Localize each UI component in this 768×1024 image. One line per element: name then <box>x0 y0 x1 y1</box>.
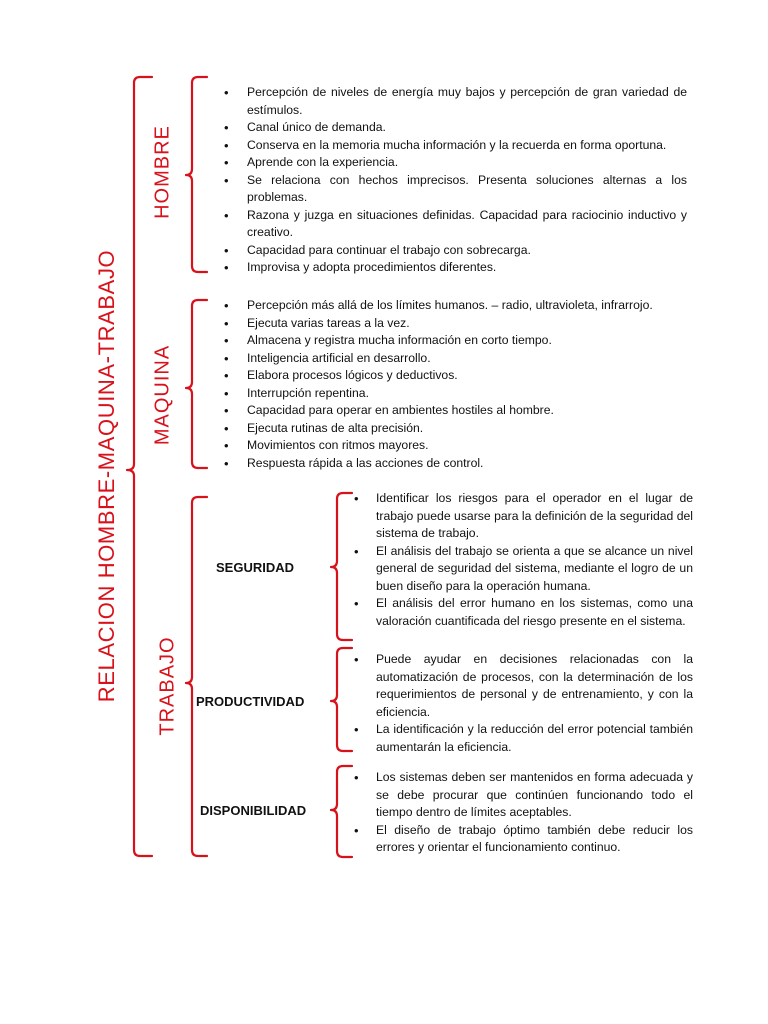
list-item: • Los sistemas deben ser mantenidos en forma adecuada y se debe procurar que continúen funcionando todo el tiempo dentro de límites aceptables. <box>342 769 693 822</box>
list-item: • Almacena y registra mucha información en corto tiempo. <box>219 332 695 350</box>
list-item: • Inteligencia artificial en desarrollo. <box>219 350 695 368</box>
subsection-title-seguridad: SEGURIDAD <box>216 560 295 575</box>
main-title: RELACION HOMBRE-MAQUINA-TRABAJO <box>94 249 119 703</box>
section-title-maquina: MAQUINA <box>151 344 174 446</box>
maquina-list <box>219 297 695 472</box>
list-item: • Movimientos con ritmos mayores. <box>219 437 695 455</box>
list-item: • El diseño de trabajo óptimo también debe reducir los errores y orientar el funcionamiento continuo. <box>342 822 693 857</box>
maquina-bracket <box>186 300 207 468</box>
section-title-hombre: HOMBRE <box>151 125 174 219</box>
list-item: • Ejecuta rutinas de alta precisión. <box>219 420 695 438</box>
list-item: • Capacidad para continuar el trabajo con sobrecarga. <box>219 242 687 260</box>
list-item: • Elabora procesos lógicos y deductivos. <box>219 367 695 385</box>
list-item: • Razona y juzga en situaciones definidas. Capacidad para raciocinio inductivo y creativo. <box>219 207 687 242</box>
list-item: • Conserva en la memoria mucha información y la recuerda en forma oportuna. <box>219 137 687 155</box>
productividad-list <box>342 651 693 756</box>
list-item: • Interrupción repentina. <box>219 385 695 403</box>
list-item: • El análisis del error humano en los sistemas, como una valoración cuantificada del riesgo presente en el sistema. <box>342 595 693 630</box>
list-item: • La identificación y la reducción del error potencial también aumentarán la eficiencia. <box>342 721 693 756</box>
list-item: • Percepción de niveles de energía muy bajos y percepción de gran variedad de estímulos. <box>219 84 687 119</box>
list-item: • Puede ayudar en decisiones relacionadas con la automatización de procesos, con la determinación de los requerimientos de personal y de entrenamiento, y con la eficiencia. <box>342 651 693 721</box>
list-item: • Respuesta rápida a las acciones de control. <box>219 455 695 473</box>
list-item: • Se relaciona con hechos imprecisos. Presenta soluciones alternas a los problemas. <box>219 172 687 207</box>
hombre-list <box>219 84 687 277</box>
disponibilidad-list <box>342 769 693 857</box>
seguridad-list <box>342 490 693 630</box>
list-item: • Improvisa y adopta procedimientos diferentes. <box>219 259 687 277</box>
list-item: • Aprende con la experiencia. <box>219 154 687 172</box>
list-item: • Canal único de demanda. <box>219 119 687 137</box>
hombre-bracket <box>186 77 207 272</box>
list-item: • Ejecuta varias tareas a la vez. <box>219 315 695 333</box>
section-title-trabajo: TRABAJO <box>156 636 179 736</box>
list-item: • Identificar los riesgos para el operador en el lugar de trabajo puede usarse para la definición de la seguridad del sistema de trabajo. <box>342 490 693 543</box>
list-item: • Percepción más allá de los límites humanos. – radio, ultravioleta, infrarrojo. <box>219 297 695 315</box>
subsection-title-disponibilidad: DISPONIBILIDAD <box>200 803 307 818</box>
subsection-title-productividad: PRODUCTIVIDAD <box>196 694 305 709</box>
list-item: • Capacidad para operar en ambientes hostiles al hombre. <box>219 402 695 420</box>
list-item: • El análisis del trabajo se orienta a que se alcance un nivel general de seguridad del sistema, mediante el logro de un buen diseño para la operación humana. <box>342 543 693 596</box>
main-bracket <box>127 77 152 856</box>
